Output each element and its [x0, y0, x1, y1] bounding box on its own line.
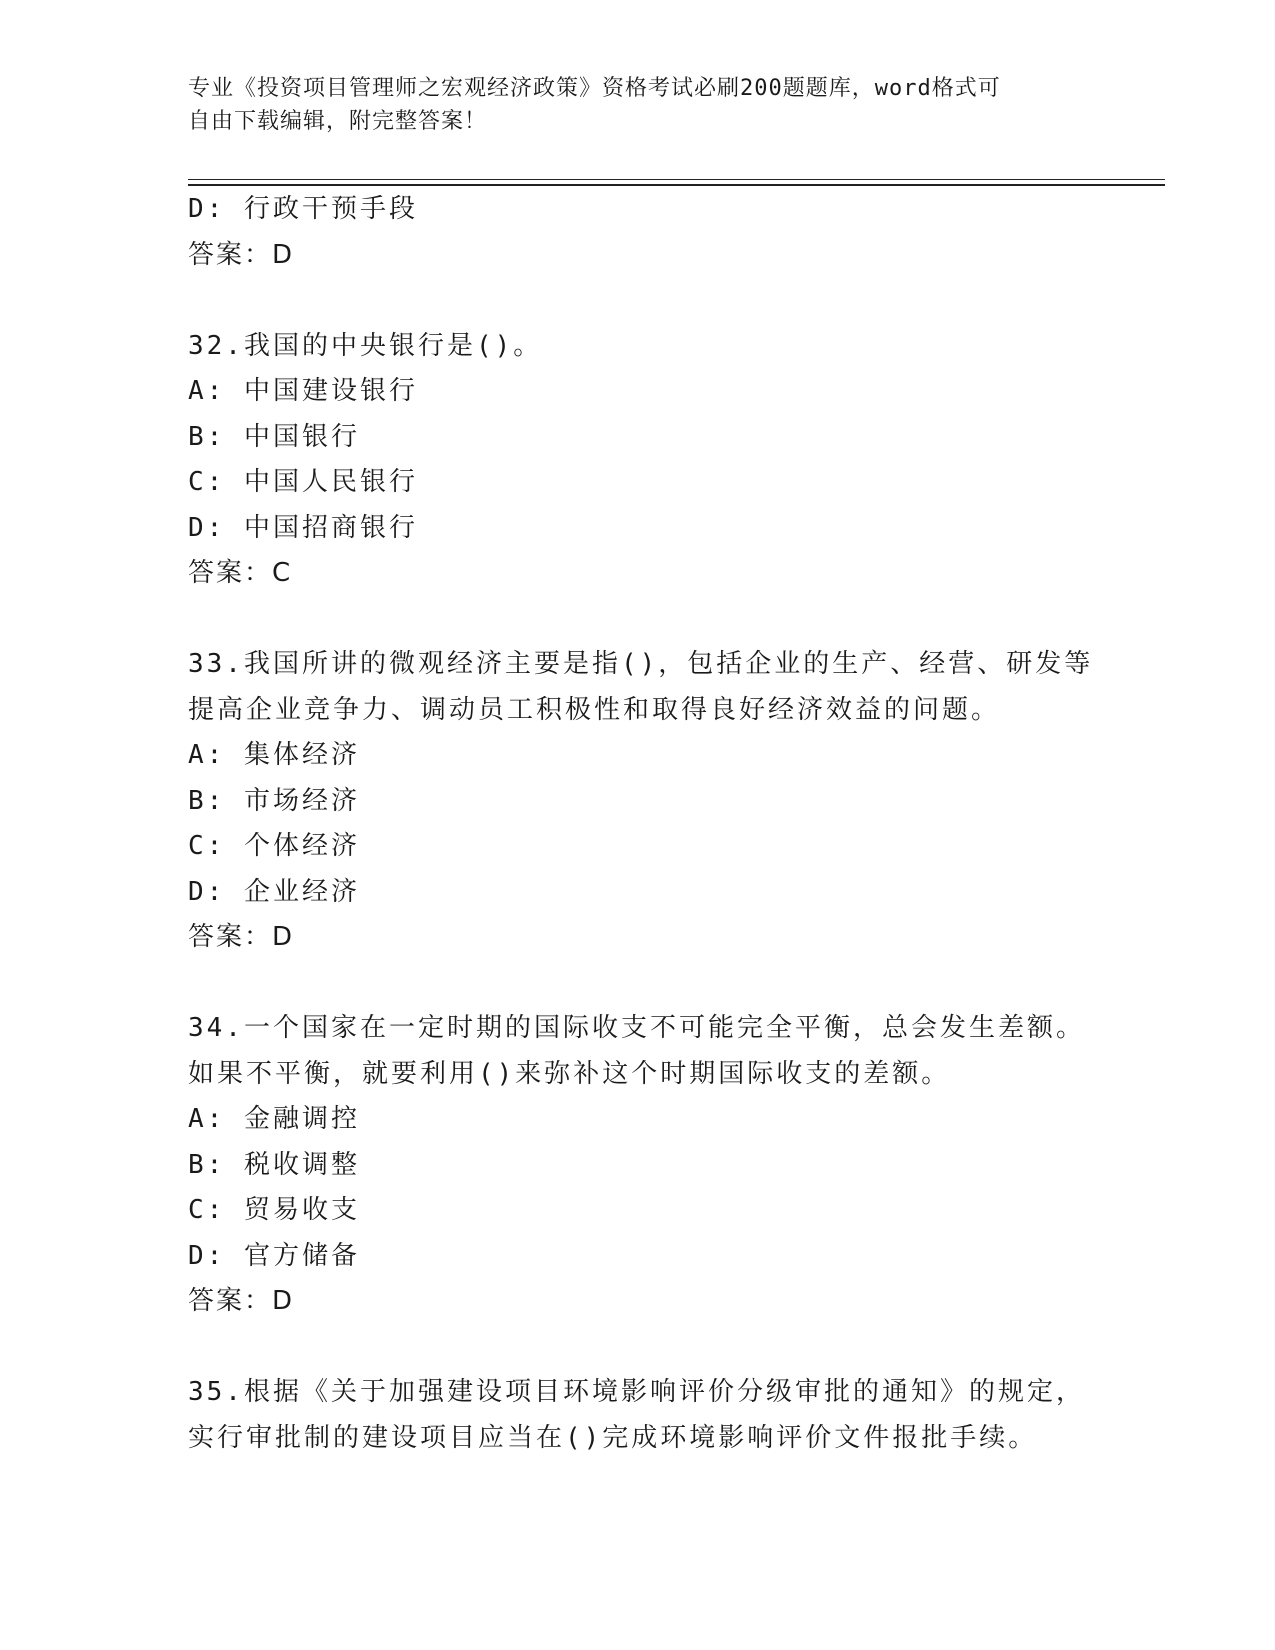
question-32	[188, 324, 1088, 597]
answer-line: 答案：D	[188, 922, 295, 952]
spacer	[188, 278, 1088, 324]
question-stem: 实行审批制的建设项目应当在()完成环境影响评价文件报批手续。	[188, 1422, 1038, 1453]
question-stem: 34.一个国家在一定时期的国际收支不可能完全平衡，总会发生差额。	[188, 1013, 1085, 1043]
option-c: C: 贸易收支	[188, 1195, 360, 1225]
question-stem: 33.我国所讲的微观经济主要是指()，包括企业的生产、经营、研发等	[188, 649, 1094, 679]
page-header	[188, 72, 1068, 138]
spacer	[188, 961, 1088, 1007]
question-31-tail	[188, 187, 1088, 278]
answer-line: 答案：C	[188, 558, 293, 588]
question-stem: 32.我国的中央银行是()。	[188, 330, 543, 361]
spacer	[188, 597, 1088, 643]
question-list	[188, 187, 1094, 1461]
option-c: C: 个体经济	[188, 831, 360, 861]
option-d: D: 中国招商银行	[188, 512, 418, 543]
option-b: B: 税收调整	[188, 1149, 360, 1180]
option-d: D: 行政干预手段	[188, 194, 418, 224]
option-b: B: 中国银行	[188, 421, 360, 452]
spacer	[188, 1325, 1088, 1371]
option-c: C: 中国人民银行	[188, 467, 418, 497]
header-line-1: 专业《投资项目管理师之宏观经济政策》资格考试必刷200题题库，word格式可	[188, 76, 1001, 101]
header-divider-thin	[188, 179, 1165, 180]
option-a: A: 中国建设银行	[188, 376, 418, 406]
option-d: D: 企业经济	[188, 876, 360, 907]
question-stem: 35.根据《关于加强建设项目环境影响评价分级审批的通知》的规定，	[188, 1377, 1085, 1407]
header-divider-thick	[188, 184, 1165, 186]
question-stem: 提高企业竞争力、调动员工积极性和取得良好经济效益的问题。	[188, 694, 1001, 725]
question-35	[188, 1370, 1088, 1461]
option-b: B: 市场经济	[188, 785, 360, 816]
question-stem: 如果不平衡，就要利用()来弥补这个时期国际收支的差额。	[188, 1058, 951, 1089]
question-33	[188, 642, 1094, 961]
option-d: D: 官方储备	[188, 1240, 360, 1271]
option-a: A: 集体经济	[188, 740, 360, 770]
answer-line: 答案：D	[188, 1286, 295, 1316]
header-line-2: 自由下载编辑，附完整答案！	[188, 109, 488, 134]
question-34	[188, 1006, 1088, 1325]
option-a: A: 金融调控	[188, 1104, 360, 1134]
answer-line: 答案：D	[188, 239, 295, 270]
